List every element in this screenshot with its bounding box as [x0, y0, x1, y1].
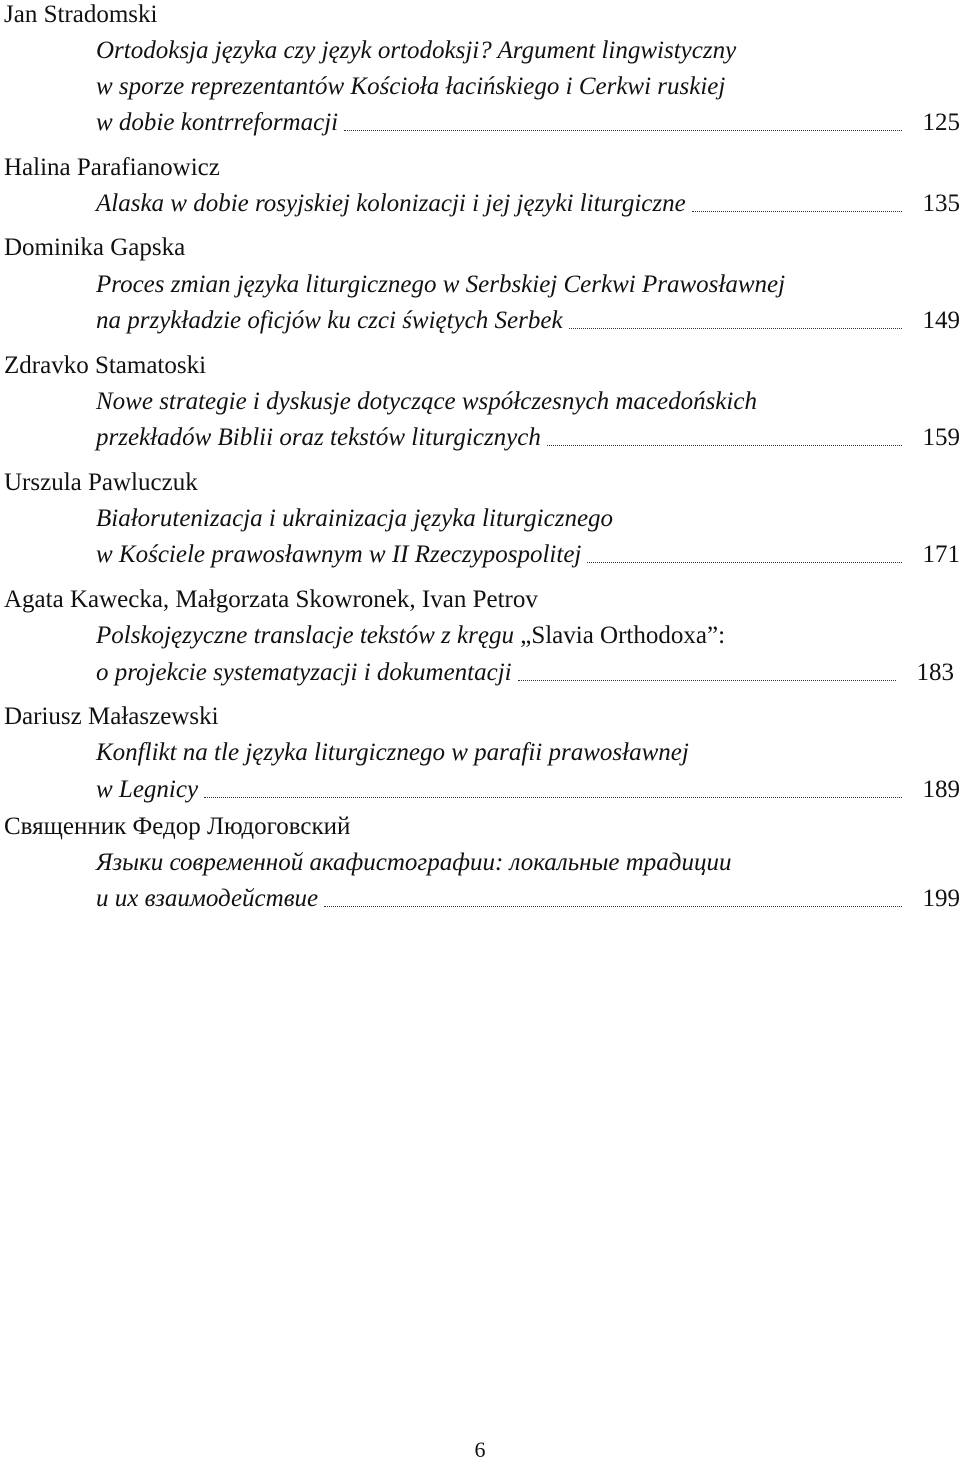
series-name: „Slavia Orthodoxa”: [520, 622, 726, 649]
page-number: 171 [922, 541, 960, 568]
entry-author: Agata Kawecka, Małgorzata Skowronek, Ivan Petrov [4, 586, 538, 613]
dot-leader [204, 796, 902, 798]
entry-title-line: Białorutenizacja i ukrainizacja języka liturgicznego [96, 505, 614, 532]
entry-author: Священник Федор Людоговский [4, 813, 351, 840]
entry-author: Urszula Pawluczuk [4, 469, 198, 496]
entry-title-line: Nowe strategie i dyskusje dotyczące współczesnych macedońskich [96, 388, 757, 415]
entry-author: Jan Stradomski [4, 1, 158, 28]
entry-title-line: na przykładzie oficjów ku czci świętych Serbek [96, 307, 563, 334]
page-number: 159 [922, 424, 960, 451]
entry-title-last-line [96, 884, 960, 914]
entry-title-last-line [96, 775, 960, 805]
entry-title-line: Alaska w dobie rosyjskiej kolonizacji i jej języki liturgiczne [96, 190, 686, 217]
dot-leader [324, 905, 902, 907]
entry-title-last-line [96, 306, 960, 336]
entry-title-line [96, 621, 725, 651]
entry-title-line: w Kościele prawosławnym w II Rzeczypospolitej [96, 541, 582, 568]
page-number: 199 [922, 885, 960, 912]
entry-title-line: przekładów Biblii oraz tekstów liturgicznych [96, 424, 541, 451]
entry-title-line: и их взаимодействие [96, 885, 319, 912]
entry-title-line: Языки современной акафистографии: локальные традиции [96, 849, 732, 876]
dot-leader [344, 129, 902, 131]
entry-title-last-line [96, 540, 960, 570]
entry-title-line: Ortodoksja języka czy język ortodoksji? Argument lingwistyczny [96, 37, 737, 64]
entry-title-line: w sporze reprezentantów Kościoła łacińskiego i Cerkwi ruskiej [96, 73, 726, 100]
entry-title-line: w Legnicy [96, 776, 199, 803]
dot-leader [518, 679, 896, 681]
entry-title-text: Polskojęzyczne translacje tekstów z kręgu [96, 622, 521, 649]
entry-title-line: o projekcie systematyzacji i dokumentacji [96, 659, 512, 686]
entry-title-line: Konflikt na tle języka liturgicznego w parafii prawosławnej [96, 739, 689, 766]
dot-leader [547, 444, 902, 446]
page-number: 135 [922, 190, 960, 217]
page-folio-number: 6 [474, 1437, 486, 1462]
entry-author: Zdravko Stamatoski [4, 352, 207, 379]
entry-title-last-line [96, 423, 960, 453]
page-number: 183 [916, 659, 954, 686]
page-number: 125 [922, 109, 960, 136]
dot-leader [692, 210, 902, 212]
page-number: 189 [922, 776, 960, 803]
entry-title-line: Proces zmian języka liturgicznego w Serbskiej Cerkwi Prawosławnej [96, 271, 786, 298]
entry-title-last-line [96, 108, 960, 138]
entry-author: Dominika Gapska [4, 234, 186, 261]
entry-author: Halina Parafianowicz [4, 154, 220, 181]
entry-title-last-line [96, 658, 960, 688]
entry-author: Dariusz Małaszewski [4, 703, 219, 730]
entry-title-line: w dobie kontrreformacji [96, 109, 339, 136]
entry-title-last-line [96, 189, 960, 219]
dot-leader [569, 327, 902, 329]
page-number: 149 [922, 307, 960, 334]
dot-leader [587, 561, 902, 563]
